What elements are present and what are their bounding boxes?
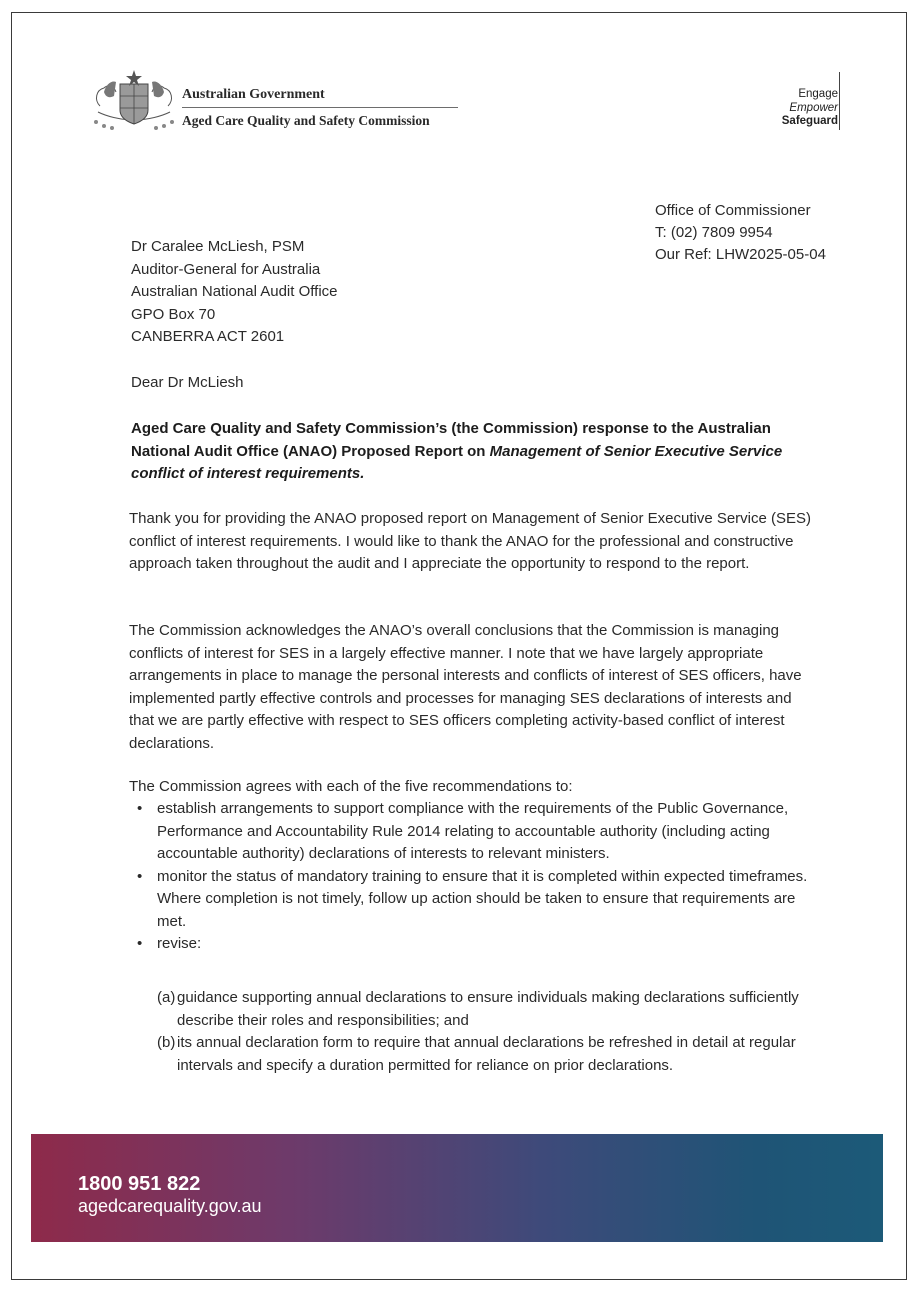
tagline-engage: Engage [798, 88, 838, 100]
address-line: GPO Box 70 [131, 305, 216, 323]
agency-divider [182, 107, 458, 108]
subject-text: Aged Care Quality and Safety Commission’s (the Commission) response to the Australian National Audit Office (ANAO) Proposed Report on [131, 420, 771, 460]
footer-website: agedcarequality.gov.au [78, 1196, 262, 1216]
subject-report-title: Management of Senior Executive Service conflict of interest requirements. [131, 442, 783, 482]
bullet-icon: • [137, 800, 143, 817]
body-paragraph: Thank you for providing the ANAO proposed report on Management of Senior Executive Service (SES) conflict of interest requirements. I would like to thank the ANAO for the professional and constructive approach taken throughout the audit and I appreciate the opportunity to respond to the report. [129, 510, 812, 572]
coat-of-arms-logo [90, 66, 178, 132]
office-reference: Our Ref: LHW2025-05-04 [655, 246, 826, 263]
list-item [137, 866, 817, 934]
office-name: Office of Commissioner [655, 202, 811, 219]
revise-text: guidance supporting annual declarations to ensure individuals making declarations sufficiently describe their roles and responsibilities; and [177, 989, 799, 1029]
subject-line [131, 418, 821, 486]
tagline-empower: Empower [789, 101, 838, 114]
bullet-icon: • [137, 867, 143, 885]
address-line: Auditor-General for Australia [131, 260, 321, 278]
agency-name-block [182, 86, 458, 130]
recommendations-list [137, 798, 817, 956]
recommendation-text: revise: [157, 935, 202, 952]
item-letter: (b) [157, 1034, 176, 1051]
office-block [655, 200, 826, 266]
item-letter: (a) [157, 989, 176, 1006]
body-paragraph: The Commission agrees with each of the five recommendations to: [129, 778, 573, 795]
list-item [137, 933, 817, 956]
recommendation-text: monitor the status of mandatory training to ensure that it is completed within expected timeframes. Where completion is not timely, follow up action should be taken to ensure that requirements are met. [157, 867, 808, 930]
list-item [157, 1032, 822, 1077]
revise-text: its annual declaration form to require that annual declarations be refreshed in detail at regular intervals and specify a duration permitted for reliance on prior declarations. [177, 1034, 796, 1074]
list-item [137, 798, 817, 866]
tagline-safeguard: Safeguard [781, 115, 838, 127]
recommendation-text: establish arrangements to support compliance with the requirements of the Public Governance, Performance and Accountability Rule 2014 relating to accountable authority (including acting accountable authority) declarations of interests to relevant ministers. [157, 800, 789, 862]
list-item [157, 987, 822, 1032]
salutation: Dear Dr McLiesh [131, 374, 244, 391]
bullet-icon: • [137, 935, 143, 952]
address-line: CANBERRA ACT 2601 [131, 328, 285, 345]
government-name: Australian Government [182, 87, 325, 102]
footer-phone: 1800 951 822 [78, 1173, 201, 1195]
office-phone: T: (02) 7809 9954 [655, 224, 773, 241]
tagline-divider [839, 72, 840, 130]
address-line: Australian National Audit Office [131, 283, 338, 300]
tagline [782, 88, 838, 129]
commission-name: Aged Care Quality and Safety Commission [182, 113, 430, 128]
revise-list [157, 987, 822, 1077]
body-paragraph: The Commission acknowledges the ANAO’s overall conclusions that the Commission is managing conflicts of interest for SES in a largely effective manner. I note that we have largely appropriate arrangements in place to manage the personal interests and conflicts of interest of SES officers, have implemented partly effective controls and processes for managing SES declarations of interests and that we are partly effective with respect to SES officers completing activity-based conflict of interest declarations. [129, 622, 802, 752]
address-line: Dr Caralee McLiesh, PSM [131, 238, 305, 255]
recipient-address [131, 236, 338, 349]
